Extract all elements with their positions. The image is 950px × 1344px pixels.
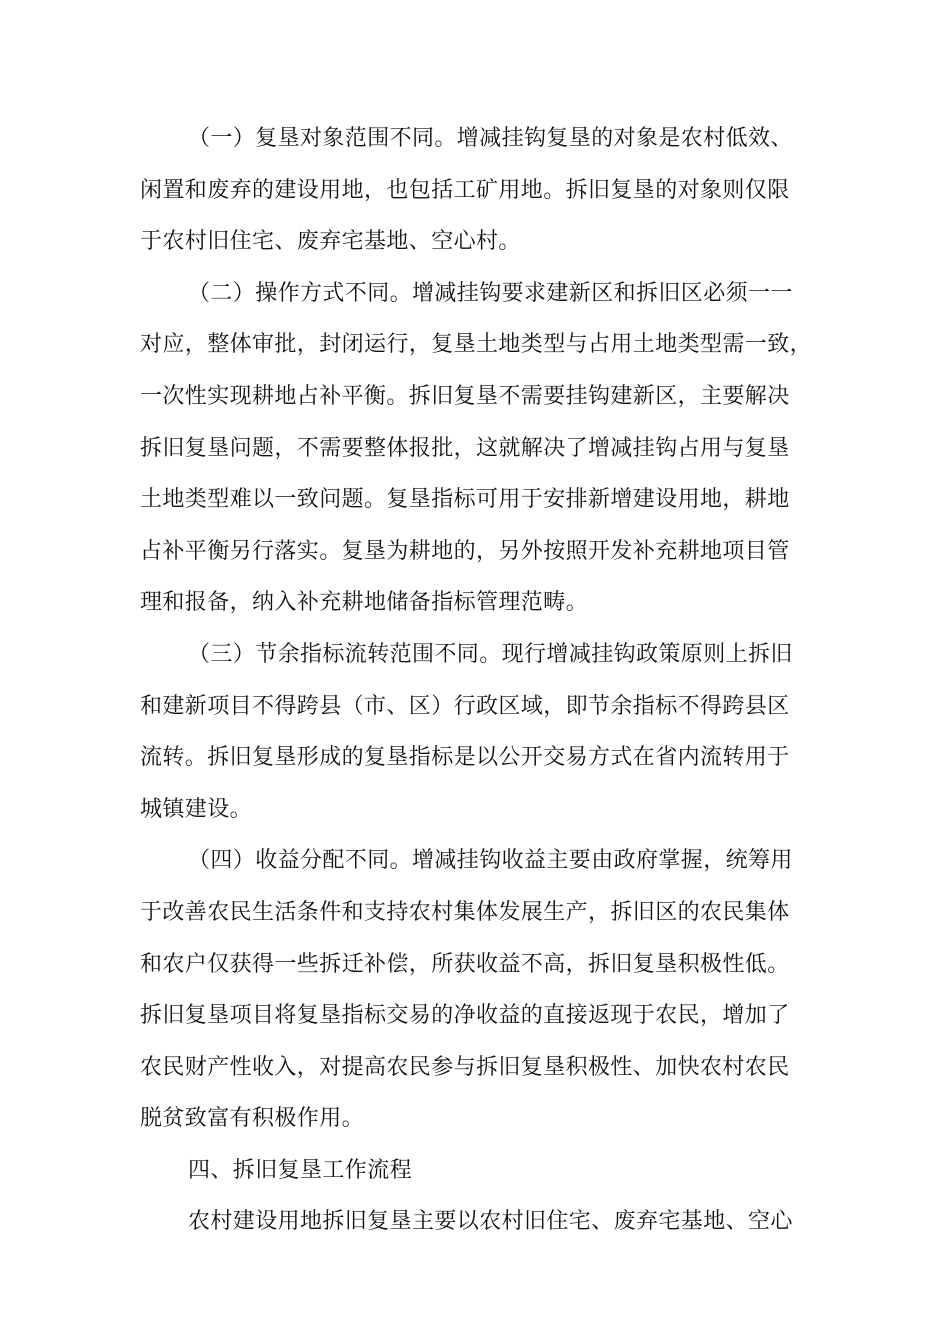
text-line: 占补平衡另行落实。复垦为耕地的，另外按照开发补充耕地项目管 (140, 538, 790, 564)
paragraph-operation (140, 268, 812, 629)
text-line: 拆旧复垦问题，不需要整体报批，这就解决了增减挂钩占用与复垦 (140, 435, 790, 461)
text-line: 城镇建设。 (140, 796, 253, 822)
paragraph-income (140, 835, 812, 1145)
document-body (140, 113, 812, 1248)
text-line: （三）节余指标流转范围不同。现行增减挂钩政策原则上拆旧 (188, 641, 793, 667)
text-line: 理和报备，纳入补充耕地储备指标管理范畴。 (140, 590, 589, 616)
text-line: 农村建设用地拆旧复垦主要以农村旧住宅、废弃宅基地、空心 (188, 1209, 793, 1235)
text-line: 一次性实现耕地占补平衡。拆旧复垦不需要挂钩建新区，主要解决 (140, 383, 790, 409)
text-line: 土地类型难以一致问题。复垦指标可用于安排新增建设用地，耕地 (140, 487, 790, 513)
paragraph-scope (140, 113, 812, 268)
text-line: （四）收益分配不同。增减挂钩收益主要由政府掌握，统筹用 (188, 848, 793, 874)
text-line: 和建新项目不得跨县（市、区）行政区域，即节余指标不得跨县区 (140, 693, 790, 719)
text-line: （二）操作方式不同。增减挂钩要求建新区和拆旧区必须一一 (188, 280, 793, 306)
text-line: 脱贫致富有积极作用。 (140, 1106, 365, 1132)
text-line: 拆旧复垦项目将复垦指标交易的净收益的直接返现于农民，增加了 (140, 1003, 790, 1029)
text-line: 流转。拆旧复垦形成的复垦指标是以公开交易方式在省内流转用于 (140, 745, 790, 771)
text-line: 于改善农民生活条件和支持农村集体发展生产，拆旧区的农民集体 (140, 899, 790, 925)
text-line: 闲置和废弃的建设用地，也包括工矿用地。拆旧复垦的对象则仅限 (140, 177, 790, 203)
text-line: 农民财产性收入，对提高农民参与拆旧复垦积极性、加快农村农民 (140, 1054, 790, 1080)
text-line: （一）复垦对象范围不同。增减挂钩复垦的对象是农村低效、 (188, 126, 793, 151)
text-line: 对应，整体审批，封闭运行，复垦土地类型与占用土地类型需一致， (140, 332, 813, 358)
heading-line: 四、拆旧复垦工作流程 (188, 1157, 413, 1183)
paragraph-transfer (140, 629, 812, 835)
text-line: 于农村旧住宅、废弃宅基地、空心村。 (140, 229, 521, 255)
text-line: 和农户仅获得一些拆迁补偿，所获收益不高，拆旧复垦积极性低。 (140, 951, 790, 977)
paragraph-intro (140, 1196, 812, 1248)
section-heading (140, 1145, 812, 1197)
